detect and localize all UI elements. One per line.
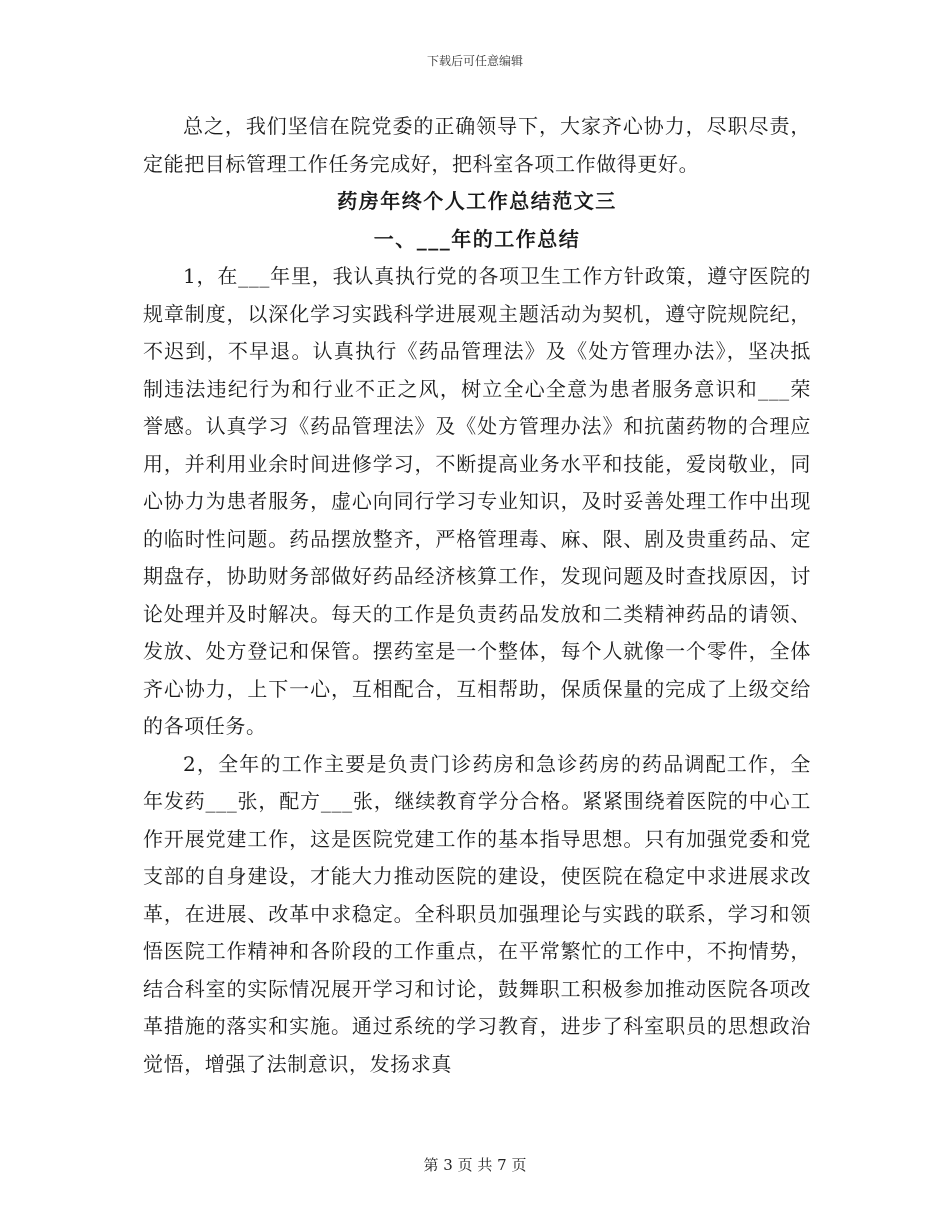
section-heading: 一、___年的工作总结 (373, 226, 581, 251)
page-footer-indicator: 第 3 页 共 7 页 (423, 1156, 527, 1174)
body-paragraph-2: 2，全年的工作主要是负责门诊药房和急诊药房的药品调配工作，全年发药___张，配方___张，继续教育学分合格。紧紧围绕着医院的中心工作开展党建工作，这是医院党建工作的基本指导思想。只有加强党委和党支部的自身建设，才能大力推动医院的建设，使医院在稳定中求进展求改革，在进展、改革中求稳定。全科职员加强理论与实践的联系，学习和领悟医院工作精神和各阶段的工作重点，在平常繁忙的工作中，不拘情势，结合科室的实际情况展开学习和讨论，鼓舞职工积极参加推动医院各项改革措施的落实和实施。通过系统的学习教育，进步了科室职员的思想政治觉悟，增强了法制意识，发扬求真 (143, 751, 811, 1076)
intro-paragraph: 总之，我们坚信在院党委的正确领导下，大家齐心协力，尽职尽责，定能把目标管理工作任务完成好，把科室各项工作做得更好。 (143, 114, 811, 176)
page-header: 下载后可任意编辑 (426, 54, 523, 68)
document-body (143, 108, 811, 1083)
body-paragraph-1: 1，在___年里，我认真执行党的各项卫生工作方针政策，遵守医院的规章制度，以深化学习实践科学进展观主题活动为契机，遵守院规院纪，不迟到，不早退。认真执行《药品管理法》及《处方管理办法》，坚决抵制违法违纪行为和行业不正之风，树立全心全意为患者服务意识和___荣誉感。认真学习《药品管理法》及《处方管理办法》和抗菌药物的合理应用，并利用业余时间进修学习，不断提高业务水平和技能，爱岗敬业，同心协力为患者服务，虚心向同行学习专业知识，及时妥善处理工作中出现的临时性问题。药品摆放整齐，严格管理毒、麻、限、剧及贵重药品、定期盘存，协助财务部做好药品经济核算工作，发现问题及时查找原因，讨论处理并及时解决。每天的工作是负责药品发放和二类精神药品的请领、发放、处方登记和保管。摆药室是一个整体，每个人就像一个零件，全体齐心协力，上下一心，互相配合，互相帮助，保质保量的完成了上级交给的各项任务。 (143, 264, 811, 738)
document-title: 药房年终个人工作总结范文三 (337, 189, 617, 213)
